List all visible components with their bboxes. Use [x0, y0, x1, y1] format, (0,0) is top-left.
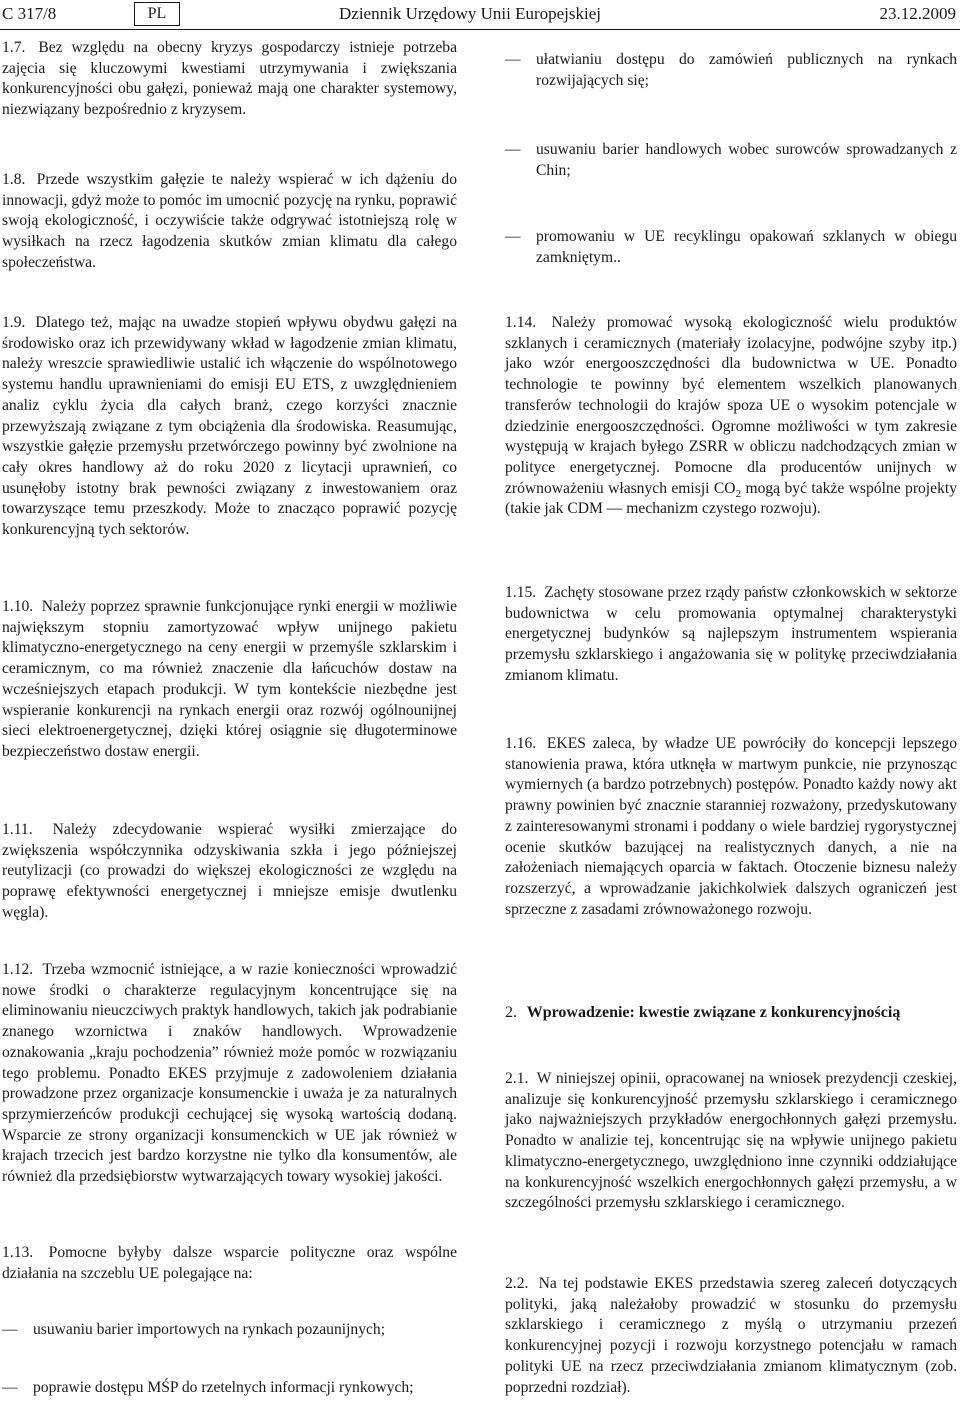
- paragraph-number: 2.2.: [505, 1275, 529, 1292]
- paragraph-1-8: [2, 170, 457, 274]
- paragraph-number: 1.12.: [2, 961, 34, 978]
- section-title: Wprowadzenie: kwestie związane z konkurencyjnością: [526, 1004, 901, 1021]
- list-item-text: poprawie dostępu MŚP do rzetelnych informacji rynkowych;: [33, 1379, 414, 1396]
- dash-bullet: —: [505, 228, 521, 245]
- dash-bullet: —: [505, 141, 521, 158]
- dash-bullet: —: [505, 51, 521, 68]
- paragraph-1-15: [505, 583, 957, 687]
- paragraph-text: Przede wszystkim gałęzie te należy wspierać w ich dążeniu do innowacji, gdyż może to pomóc im umocnić pozycję na rynku, poprawić swoją ekologiczność, i oczywiście także odgrywać istotniejszą rolę w wysiłkach na rzecz łagodzenia skutków zmian klimatu dla całego społeczeństwa.: [2, 171, 457, 271]
- paragraph-text: Należy poprzez sprawnie funkcjonujące rynki energii w możliwie największym stopniu zamortyzować wpływ unijnego pakietu klimatyczno-energetycznego na ceny energii w przemyśle szklarskim i ceramicznym, co ma również znaczenie dla łańcuchów dostaw na wcześniejszych etapach produkcji. W tym kontekście niezbędne jest wspieranie konkurencji na rynkach energii oraz rozwój ogólnounijnej sieci elektroenergetycznej, dzięki której osiągnie się długoterminowe bezpieczeństwo dostaw energii.: [2, 598, 457, 760]
- list-item-import-barriers: [2, 1320, 457, 1341]
- page-header: [0, 0, 960, 30]
- paragraph-number: 1.16.: [505, 735, 537, 752]
- list-item-text: promowaniu w UE recyklingu opakowań szklanych w obiegu zamkniętym..: [536, 228, 957, 266]
- paragraph-text: Należy promować wysoką ekologiczność wielu produktów szklanych i ceramicznych (materiały izolacyjne, podwójne szyby itp.) jako wzór energooszczędności dla budownictwa w UE. Ponadto technologie te powinny być elementem wszelkich planowanych transferów technologii do krajów spoza UE o wysokim potencjale w dziedzinie energooszczędności. Ogromne możliwości w tym zakresie występują w krajach byłego ZSRR w obliczu nadchodzących zmian w polityce energetycznej. Pomocne dla producentów unijnych w zrównoważeniu własnych emisji CO: [505, 314, 957, 497]
- dash-bullet: —: [2, 1321, 18, 1338]
- paragraph-1-7: [2, 38, 457, 121]
- publication-date: 23.12.2009: [879, 4, 956, 23]
- paragraph-1-12: [2, 960, 457, 1188]
- paragraph-number: 2.1.: [505, 1070, 529, 1087]
- paragraph-number: 1.7.: [2, 39, 26, 56]
- paragraph-text: Zachęty stosowane przez rządy państw członkowskich w sektorze budownictwa w celu promowania optymalnej charakterystyki energetycznej budynków są najlepszym instrumentem wspierania przemysłu szklarskiego i angażowania się w politykę przeciwdziałania zmianom klimatu.: [505, 584, 957, 684]
- dash-bullet: —: [2, 1379, 18, 1396]
- paragraph-1-10: [2, 597, 457, 763]
- paragraph-2-2: [505, 1274, 957, 1398]
- section-number: 2.: [505, 1004, 517, 1021]
- paragraph-1-16: [505, 734, 957, 920]
- paragraph-text: Dlatego też, mając na uwadze stopień wpływu obydwu gałęzi na środowisko oraz ich przewidywany wkład w łagodzenie zmian klimatu, należy wreszcie sprawiedliwie ustalić ich włączenie do wspólnotowego systemu handlu uprawnieniami do emisji EU ETS, z uwzględnieniem analiz cyklu życia dla całych branż, czego korzyści znacznie przewyższają związane z tym obciążenia dla środowiska. Reasumując, wszystkie gałęzie przemysłu przetwórczego powinny być zwolnione na cały okres handlowy aż do roku 2020 z licytacji uprawnień, co usunęłoby istotny brak pewności związany z inwestowaniem oraz towarzyszące temu przeszkody. Może to znacząco poprawić pozycję konkurencyjną tych sektorów.: [2, 314, 457, 539]
- paragraph-number: 1.15.: [505, 584, 537, 601]
- list-item-sme-access: [2, 1378, 457, 1399]
- list-item-text: usuwaniu barier handlowych wobec surowców sprowadzanych z Chin;: [536, 141, 957, 179]
- section-heading-2: [505, 1002, 957, 1024]
- paragraph-text-continued: mogą być także wspólne projekty (takie jak CDM — mechanizm czystego rozwoju).: [505, 479, 957, 518]
- list-item-china-raw-materials: [505, 140, 957, 181]
- list-item-public-procurement: [505, 50, 957, 91]
- header-rule: [0, 29, 960, 30]
- co2-subscript: 2: [735, 487, 742, 500]
- language-badge: PL: [134, 2, 180, 26]
- journal-reference: C 317/8: [2, 4, 57, 23]
- list-item-glass-recycling: [505, 227, 957, 268]
- paragraph-2-1: [505, 1069, 957, 1214]
- paragraph-number: 1.10.: [2, 598, 34, 615]
- paragraph-1-11: [2, 820, 457, 924]
- journal-title: Dziennik Urzędowy Unii Europejskiej: [339, 4, 602, 23]
- list-item-text: usuwaniu barier importowych na rynkach pozaunijnych;: [33, 1321, 386, 1338]
- paragraph-text: Na tej podstawie EKES przedstawia szereg zaleceń dotyczących polityki, jaką należałoby prowadzić w stosunku do przemysłu szklarskiego i ceramicznego z myślą o utrzymaniu przezeń konkurencyjnej pozycji i rozwoju korzystnego potencjału w ramach polityki UE na rzecz przeciwdziałania zmianom klimatycznym (zob. poprzedni rozdział).: [505, 1275, 957, 1396]
- paragraph-text: W niniejszej opinii, opracowanej na wniosek prezydencji czeskiej, analizuje się konkurencyjność przemysłu szklarskiego i ceramicznego jako najważniejszych przykładów energochłonnych gałęzi przemysłu. Ponadto w analizie tej, koncentrując się na wpływie unijnego pakietu klimatyczno-energetycznego, uwzględniono inne czynniki oddziałujące na konkurencyjność wszelkich energochłonnych gałęzi przemysłu, a w szczególności przemysłu szklarskiego i ceramicznego.: [505, 1070, 957, 1212]
- paragraph-number: 1.9.: [2, 314, 26, 331]
- paragraph-text: Bez względu na obecny kryzys gospodarczy istnieje potrzeba zajęcia się kluczowymi kwestiami utrzymywania i zwiększania konkurencyjności obu gałęzi, ponieważ mają one charakter systemowy, niezwiązany bezpośrednio z kryzysem.: [2, 39, 457, 119]
- paragraph-number: 1.8.: [2, 171, 26, 188]
- paragraph-number: 1.11.: [2, 821, 33, 838]
- paragraph-text: EKES zaleca, by władze UE powróciły do koncepcji lepszego stanowienia prawa, która utknęła w martwym punkcie, nie przynosząc wymiernych (a bardzo potrzebnych) postępów. Ponadto każdy nowy akt prawny powinien być znacznie staranniej rozważony, przedyskutowany z zainteresowanymi stronami i poddany o wiele bardziej rygorystycznej ocenie skutków bazującej na realistycznych danych, a nie na założeniach niemających oparcia w faktach. Otoczenie biznesu należy rozszerzyć, a wprowadzanie jakichkolwiek dalszych ograniczeń jest sprzeczne z zasadami zrównoważonego rozwoju.: [505, 735, 957, 918]
- paragraph-number: 1.14.: [505, 314, 537, 331]
- paragraph-text: Trzeba wzmocnić istniejące, a w razie konieczności wprowadzić nowe środki o charakterze regulacyjnym koncentrujące się na eliminowaniu nieuczciwych praktyk handlowych, takich jak podrabianie znanego wzornictwa i znaków handlowych. Wprowadzenie oznakowania „kraju pochodzenia” również może pomóc w rozwiązaniu tego problemu. Ponadto EKES przyjmuje z zadowoleniem działania prowadzone przez organizacje konsumenckie i uważa je za naturalnych sprzymierzeńców produkcji cechującej się wysoką wartością dodaną. Wsparcie ze strony organizacji konsumenckich w UE jak również w krajach trzecich jest bardzo korzystne nie tylko dla konsumentów, ale również dla przedsiębiorstw wytwarzających towary wysokiej jakości.: [2, 961, 457, 1186]
- paragraph-1-14: [505, 313, 957, 520]
- paragraph-number: 1.13.: [2, 1244, 34, 1261]
- paragraph-1-13: [2, 1243, 457, 1284]
- list-item-text: ułatwianiu dostępu do zamówień publicznych na rynkach rozwijających się;: [536, 51, 957, 89]
- paragraph-1-9: [2, 313, 457, 541]
- paragraph-text: Należy zdecydowanie wspierać wysiłki zmierzające do zwiększenia współczynnika odzyskiwania szkła i jego późniejszej reutylizacji (co prowadzi do większej ekologiczności ze względu na poprawę efektywności energetycznej i mniejsze emisje dwutlenku węgla).: [2, 821, 457, 921]
- paragraph-text: Pomocne byłyby dalsze wsparcie polityczne oraz wspólne działania na szczeblu UE polegające na:: [2, 1244, 458, 1282]
